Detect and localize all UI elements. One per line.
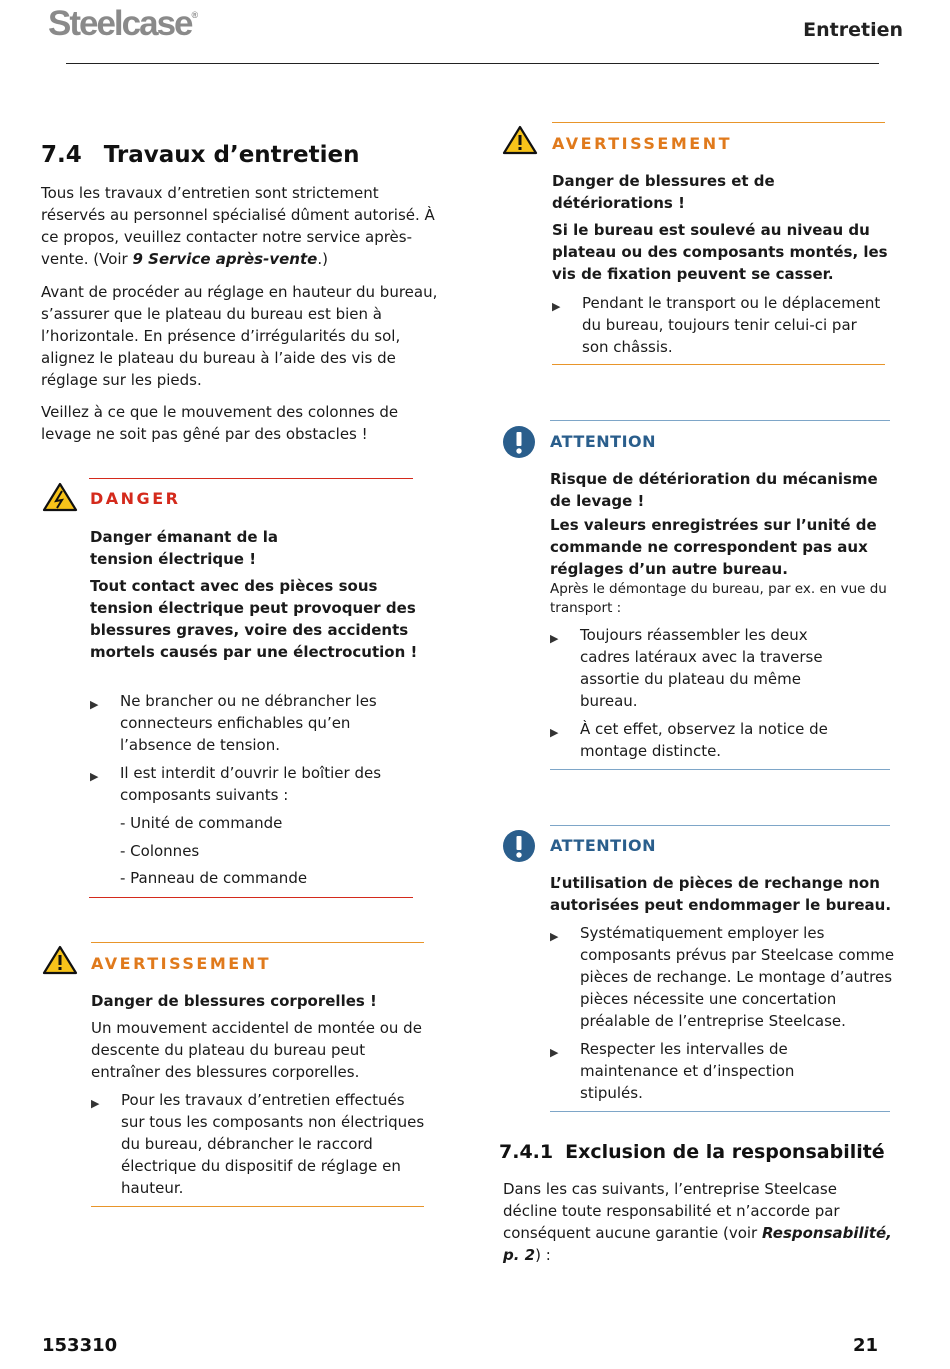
danger-subitem: - Unité de commande: [120, 814, 283, 832]
warning-label: AVERTISSEMENT: [91, 954, 271, 973]
attention1-bottom-rule: [550, 769, 890, 770]
warning2-title: Danger de blessures et de détériorations !: [552, 172, 775, 212]
bullet-arrow-icon: ▶: [90, 698, 99, 711]
warning-description: Un mouvement accidentel de montée ou de descente du plateau du bureau peut entraîner des blessures corporelles.: [91, 1019, 422, 1081]
leveling-paragraph: Avant de procéder au réglage en hauteur du bureau, s’assurer que le plateau du bureau est bien à l’horizontale. En présence d’irrégularités du sol, alignez le plateau du bureau à l’aide des vis de réglage sur les pieds.: [41, 283, 438, 389]
section-heading: [41, 142, 359, 168]
attention2-bottom-rule: [550, 1111, 890, 1112]
attention2-title: L’utilisation de pièces de rechange non autorisées peut endommager le bureau.: [550, 874, 892, 914]
page-number: 21: [852, 1335, 878, 1356]
attention1-label: ATTENTION: [550, 432, 657, 451]
header-rule: [66, 63, 879, 64]
warning-triangle-icon: [502, 125, 538, 155]
bullet-arrow-icon: ▶: [550, 726, 559, 739]
danger-subitem: - Colonnes: [120, 842, 200, 860]
bullet-arrow-icon: ▶: [91, 1097, 100, 1110]
danger-label: DANGER: [90, 489, 181, 508]
danger-bullet-1: ▶ Ne brancher ou ne débrancher les connecteurs enfichables qu’en l’absence de tension.: [90, 692, 377, 754]
warning-bullet-1: ▶ Pour les travaux d’entretien effectués sur tous les composants non électriques du bureau, débrancher le raccord électrique du dispositif de réglage en hauteur.: [91, 1091, 425, 1197]
attention1-top-rule: [550, 420, 890, 421]
bullet-arrow-icon: ▶: [550, 930, 559, 943]
danger-subitem: - Panneau de commande: [120, 869, 308, 887]
obstacle-paragraph: Veillez à ce que le mouvement des colonnes de levage ne soit pas gêné par des obstacles !: [41, 403, 399, 443]
attention-circle-icon: [502, 425, 536, 459]
document-number: 153310: [42, 1335, 118, 1356]
warning2-top-rule: [552, 122, 885, 123]
danger-bottom-rule: [89, 897, 413, 898]
section-title: Travaux d’entretien: [103, 142, 360, 168]
warning-top-rule: [91, 942, 424, 943]
bullet-arrow-icon: ▶: [550, 632, 559, 645]
attention2-top-rule: [550, 825, 890, 826]
attention1-description: Les valeurs enregistrées sur l’unité de commande ne correspondent pas aux réglages d’un autre bureau.: [550, 516, 877, 578]
warning-bottom-rule: [91, 1206, 424, 1207]
danger-top-rule: [89, 478, 413, 479]
steelcase-logo: Steelcase®: [48, 4, 199, 43]
bullet-arrow-icon: ▶: [552, 300, 561, 313]
bullet-arrow-icon: ▶: [90, 770, 99, 783]
danger-description: Tout contact avec des pièces sous tension électrique peut provoquer des blessures graves, voire des accidents mortels causés par une électrocution !: [90, 577, 418, 661]
subsection-title: Exclusion de la responsabilité: [565, 1141, 885, 1163]
section-number: 7.4: [41, 142, 82, 168]
warning-title: Danger de blessures corporelles !: [91, 992, 377, 1010]
attention2-bullet-2: ▶ Respecter les intervalles de maintenance et d’inspection stipulés.: [550, 1040, 795, 1102]
attention2-label: ATTENTION: [550, 836, 657, 855]
warning2-bullet-1: ▶ Pendant le transport ou le déplacement du bureau, toujours tenir celui-ci par son châssis.: [552, 294, 881, 356]
intro-paragraph: Tous les travaux d’entretien sont strictement réservés au personnel spécialisé dûment autorisé. À ce propos, veuillez contacter notre service après-vente. (Voir 9 Service après-vente.): [41, 184, 435, 268]
attention1-title: Risque de détérioration du mécanisme de levage !: [550, 470, 878, 510]
danger-title: Danger émanant de la tension électrique !: [90, 528, 278, 568]
attention1-note: Après le démontage du bureau, par ex. en vue du transport :: [550, 581, 887, 616]
warning-triangle-icon: [42, 945, 78, 975]
bullet-arrow-icon: ▶: [550, 1046, 559, 1059]
attention2-bullet-1: ▶ Systématiquement employer les composants prévus par Steelcase comme pièces de rechange. Le montage d’autres pièces nécessite une concertation préalable de l’entreprise Steelcase.: [550, 924, 895, 1030]
attention1-bullet-1: ▶ Toujours réassembler les deux cadres latéraux avec la traverse assortie du plateau du même bureau.: [550, 626, 823, 710]
warning2-label: AVERTISSEMENT: [552, 134, 732, 153]
subsection-number: 7.4.1: [499, 1141, 554, 1163]
responsibility-reference-link[interactable]: Responsabilité, p. 2: [503, 1224, 892, 1264]
service-reference-link[interactable]: 9 Service après-vente: [132, 250, 318, 268]
header-title: Entretien: [803, 19, 903, 41]
electric-hazard-icon: [42, 482, 78, 512]
warning2-bottom-rule: [552, 364, 885, 365]
liability-paragraph: Dans les cas suivants, l’entreprise Steelcase décline toute responsabilité et n’accorde par conséquent aucune garantie (voir Responsabilité, p. 2) :: [503, 1180, 892, 1264]
warning2-description: Si le bureau est soulevé au niveau du plateau ou des composants montés, les vis de fixation peuvent se casser.: [552, 221, 888, 283]
attention1-bullet-2: ▶ À cet effet, observez la notice de montage distincte.: [550, 720, 828, 760]
subsection-heading: [499, 1141, 885, 1163]
attention-circle-icon: [502, 829, 536, 863]
danger-bullet-2: ▶ Il est interdit d’ouvrir le boîtier des composants suivants :: [90, 764, 382, 804]
